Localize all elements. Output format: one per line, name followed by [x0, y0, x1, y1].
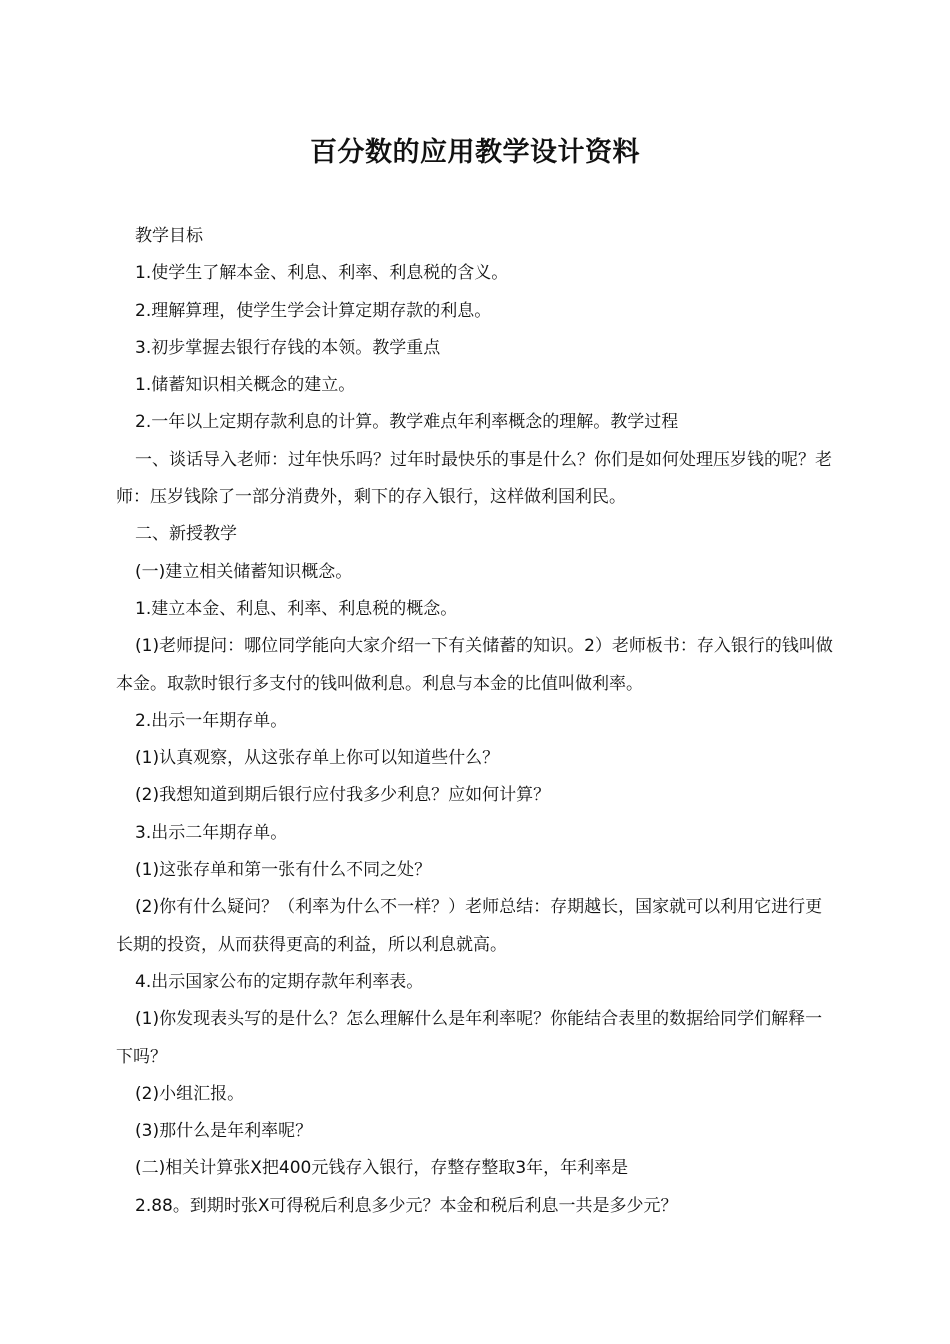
document-body [116, 218, 838, 1225]
paragraph-step-2-q2: (2)我想知道到期后银行应付我多少利息？应如何计算？ [135, 785, 551, 806]
paragraph-step-1-detail: (1)老师提问：哪位同学能向大家介绍一下有关储蓄的知识。2）老师板书：存入银行的钱叫做本金。取款时银行多支付的钱叫做利息。利息与本金的比值叫做利率。 [116, 636, 833, 694]
document-title: 百分数的应用教学设计资料 [310, 137, 640, 168]
paragraph-goal-3: 3.初步掌握去银行存钱的本领。教学重点 [135, 337, 441, 358]
paragraph-step-2: 2.出示一年期存单。 [135, 710, 288, 731]
paragraph-step-3: 3.出示二年期存单。 [135, 822, 288, 843]
paragraph-introduction: 一、谈话导入老师：过年快乐吗？过年时最快乐的事是什么？你们是如何处理压岁钱的呢？老师：压岁钱除了一部分消费外，剩下的存入银行，这样做利国利民。 [116, 449, 832, 508]
paragraph-step-1: 1.建立本金、利息、利率、利息税的概念。 [135, 598, 458, 619]
paragraph-step-4-q1: (1)你发现表头写的是什么？怎么理解什么是年利率呢？你能结合表里的数据给同学们解释一下吗？ [116, 1009, 823, 1067]
paragraph-goal-2: 2.理解算理，使学生学会计算定期存款的利息。 [135, 300, 492, 321]
paragraph-step-2-q1: (1)认真观察，从这张存单上你可以知道些什么？ [135, 748, 500, 769]
paragraph-key-point-1: 1.储蓄知识相关概念的建立。 [135, 375, 356, 396]
paragraph-new-teaching-heading: 二、新授教学 [135, 524, 237, 545]
paragraph-section-one-heading: (一)建立相关储蓄知识概念。 [135, 561, 353, 582]
paragraph-step-4: 4.出示国家公布的定期存款年利率表。 [135, 971, 424, 992]
paragraph-section-two-heading: (二)相关计算张X把400元钱存入银行，存整存整取3年，年利率是 [135, 1158, 629, 1179]
paragraph-teaching-goals-heading: 教学目标 [135, 226, 203, 246]
paragraph-step-3-q1: (1)这张存单和第一张有什么不同之处？ [135, 860, 432, 881]
paragraph-section-two-question: 2.88。到期时张X可得税后利息多少元？本金和税后利息一共是多少元？ [135, 1195, 678, 1216]
paragraph-key-point-2: 2.一年以上定期存款利息的计算。教学难点年利率概念的理解。教学过程 [135, 412, 679, 433]
paragraph-step-3-q2: (2)你有什么疑问？（利率为什么不一样？）老师总结：存期越长，国家就可以利用它进行更长期的投资，从而获得更高的利益，所以利息就高。 [116, 897, 823, 955]
paragraph-goal-1: 1.使学生了解本金、利息、利率、利息税的含义。 [135, 263, 509, 284]
paragraph-step-4-q3: (3)那什么是年利率呢？ [135, 1121, 313, 1142]
paragraph-step-4-q2: (2)小组汇报。 [135, 1083, 245, 1104]
